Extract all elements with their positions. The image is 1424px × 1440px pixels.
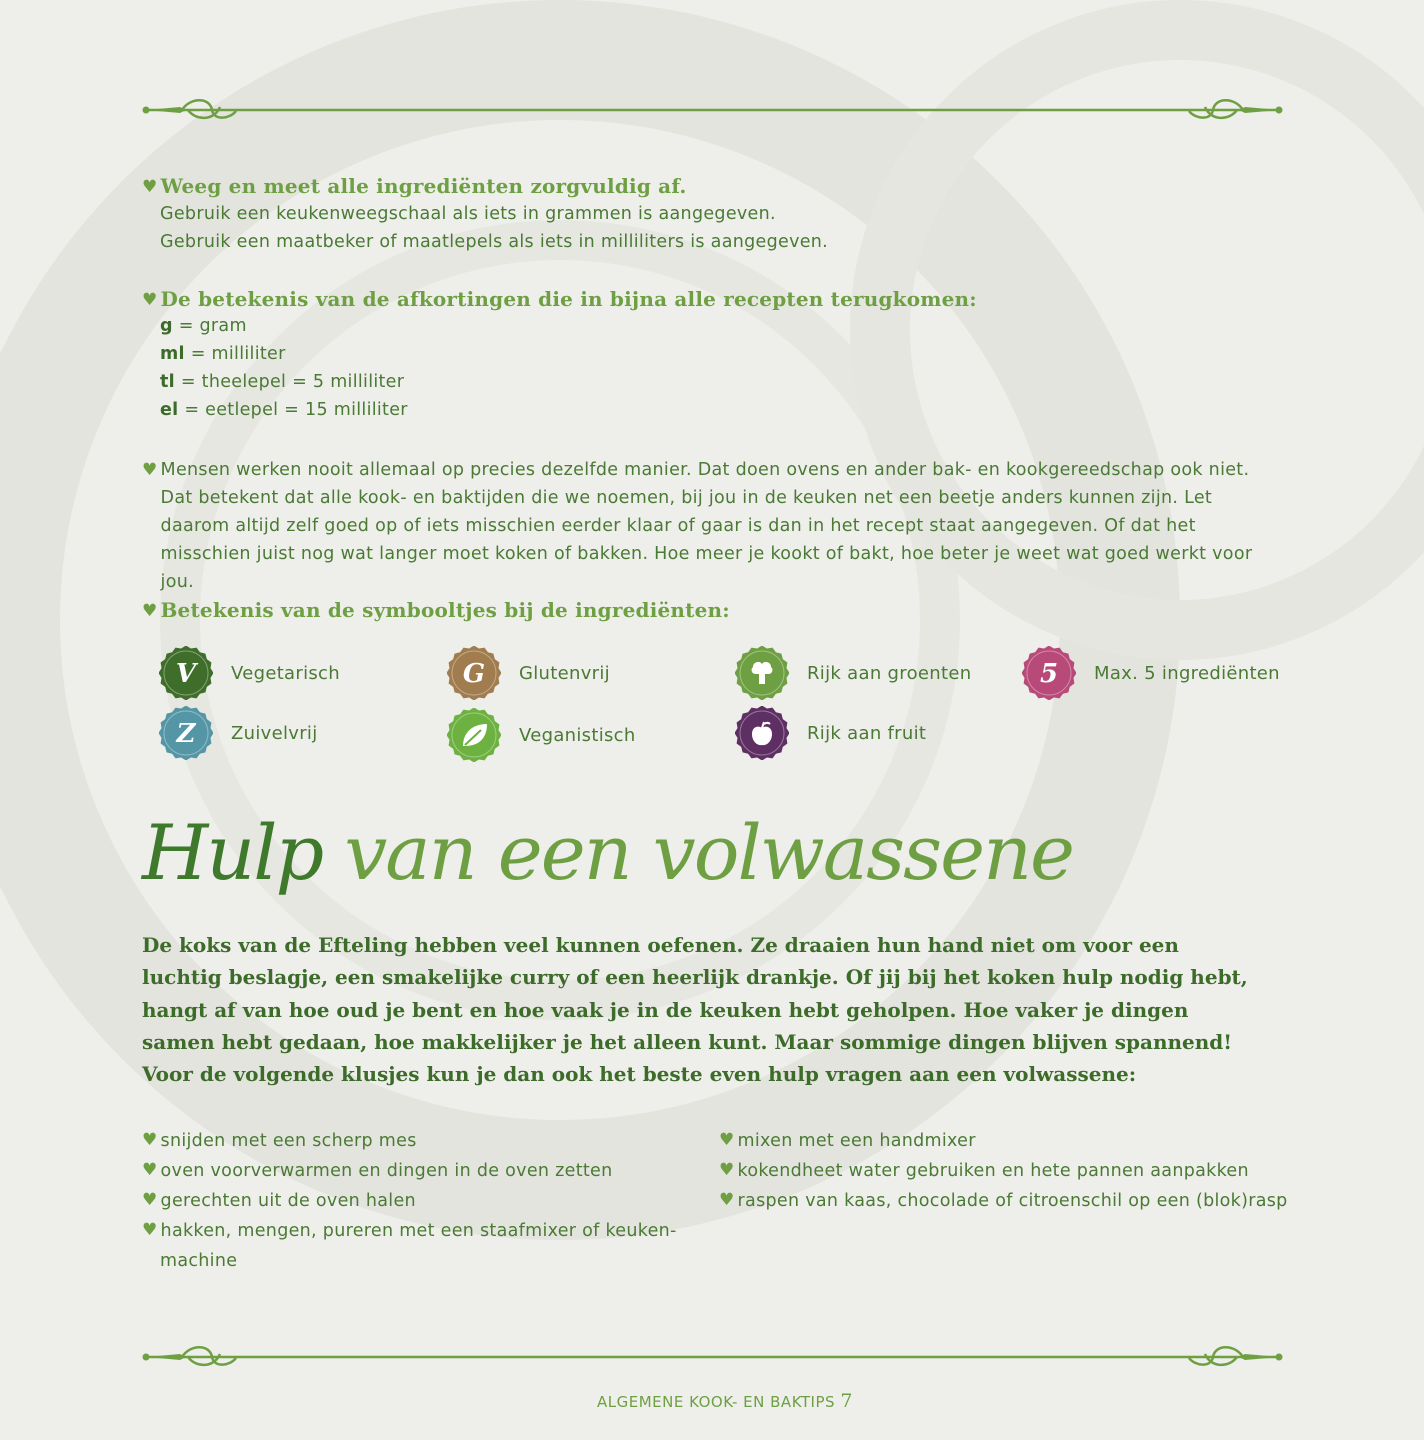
lead-paragraph: De koks van de Efteling hebben veel kunnen oefenen. Ze draaien hun hand niet om voor een luchtig beslagje, een smakelijke curry of een heerlijk drankje. Of jij bij het koken hulp nodig hebt, hangt af van hoe oud je bent en hoe vaak je in de keuken hebt geholpen. Hoe vaker je dingen samen hebt gedaan, hoe makkelijker je het alleen kunt. Maar sommige dingen blijven spannend! Voor de volgende klusjes kun je dan ook het beste even hulp vragen aan een volwassene:: [142, 933, 1248, 1087]
text-line: Gebruik een keukenweegschaal als iets in grammen is aangegeven.: [160, 204, 776, 224]
symbol-label: Rijk aan fruit: [807, 722, 927, 744]
five-icon: [1022, 646, 1076, 700]
section-symbols-heading: ♥ Betekenis van de symbooltjes bij de ingrediënten:: [142, 598, 730, 622]
list-item: ♥ hakken, mengen, pureren met een staafmixer of keuken-machine: [142, 1220, 677, 1271]
svg-text:5: 5: [1039, 659, 1059, 689]
text-line: Gebruik een maatbeker of maatlepels als iets in milliliters is aangegeven.: [160, 232, 829, 252]
svg-text:Z: Z: [176, 719, 196, 749]
heart-bullet-icon: ♥: [142, 177, 158, 197]
leaf-icon: [447, 708, 501, 762]
paragraph: Mensen werken nooit allemaal op precies dezelfde manier. Dat doen ovens en ander bak- en kookgereedschap ook niet. Dat betekent dat alle kook- en baktijden die we noemen, bij jou in de keuken net een beetje anders kunnen zijn. Let daarom altijd zelf goed op of iets misschien eerder klaar of gaar is dan in het recept staat aangegeven. Of dat het misschien juist nog wat langer moet koken of bakken. Hoe meer je kookt of bakt, hoe beter je weet wat goed werkt voor jou.: [160, 460, 1253, 592]
g-letter-icon: [447, 646, 501, 700]
bottom-ornament-divider: [140, 1342, 1285, 1372]
top-ornament-divider: [140, 95, 1285, 125]
symbol-legend-item: [735, 706, 926, 760]
heart-bullet-icon: ♥: [142, 460, 158, 480]
symbol-label: Vegetarisch: [231, 662, 340, 684]
section-heading: Weeg en meet alle ingrediënten zorgvuldig af.: [160, 174, 687, 198]
section-heading: De betekenis van de afkortingen die in bijna alle recepten terugkomen:: [160, 287, 977, 311]
list-item: ♥ gerechten uit de oven halen: [142, 1190, 416, 1211]
symbol-legend-item: [1022, 646, 1280, 700]
abbreviation-item: g = gram: [160, 316, 247, 336]
section-abbreviations: [142, 287, 977, 424]
apple-icon: [735, 706, 789, 760]
z-letter-icon: [159, 706, 213, 760]
symbol-legend-item: [735, 646, 971, 700]
symbol-label: Rijk aan groenten: [807, 662, 972, 684]
list-item: ♥ snijden met een scherp mes: [142, 1130, 417, 1151]
page-number: 7: [840, 1390, 853, 1412]
help-list-left: [142, 1126, 682, 1276]
symbol-legend-item: [159, 646, 340, 700]
list-item: ♥ raspen van kaas, chocolade of citroenschil op een (blok)rasp: [719, 1190, 1288, 1211]
symbol-label: Veganistisch: [519, 724, 636, 746]
section-weigh: [142, 174, 828, 256]
abbreviation-item: el = eetlepel = 15 milliliter: [160, 400, 408, 420]
heart-bullet-icon: ♥: [142, 601, 158, 621]
abbreviation-item: tl = theelepel = 5 milliliter: [160, 372, 405, 392]
broccoli-icon: [735, 646, 789, 700]
heart-bullet-icon: ♥: [142, 290, 158, 310]
symbol-legend-item: [159, 706, 318, 760]
help-list-right: [719, 1126, 1299, 1216]
list-item: ♥ kokendheet water gebruiken en hete pannen aanpakken: [719, 1160, 1249, 1181]
abbreviation-item: ml = milliliter: [160, 344, 286, 364]
symbol-label: Max. 5 ingrediënten: [1094, 662, 1280, 684]
symbol-legend-item: [447, 708, 636, 762]
page-footer: ALGEMENE KOOK- EN BAKTIPS 7: [597, 1390, 853, 1412]
page-title: Hulp van een volwassene: [142, 808, 1074, 897]
list-item: ♥ mixen met een handmixer: [719, 1130, 976, 1151]
v-letter-icon: [159, 646, 213, 700]
symbol-label: Zuivelvrij: [231, 722, 318, 744]
list-item: ♥ oven voorverwarmen en dingen in de oven zetten: [142, 1160, 613, 1181]
svg-text:V: V: [175, 659, 197, 689]
svg-text:G: G: [462, 659, 486, 689]
section-cooking-times: [142, 456, 1262, 596]
symbol-legend-item: [447, 646, 610, 700]
symbol-label: Glutenvrij: [519, 662, 610, 684]
